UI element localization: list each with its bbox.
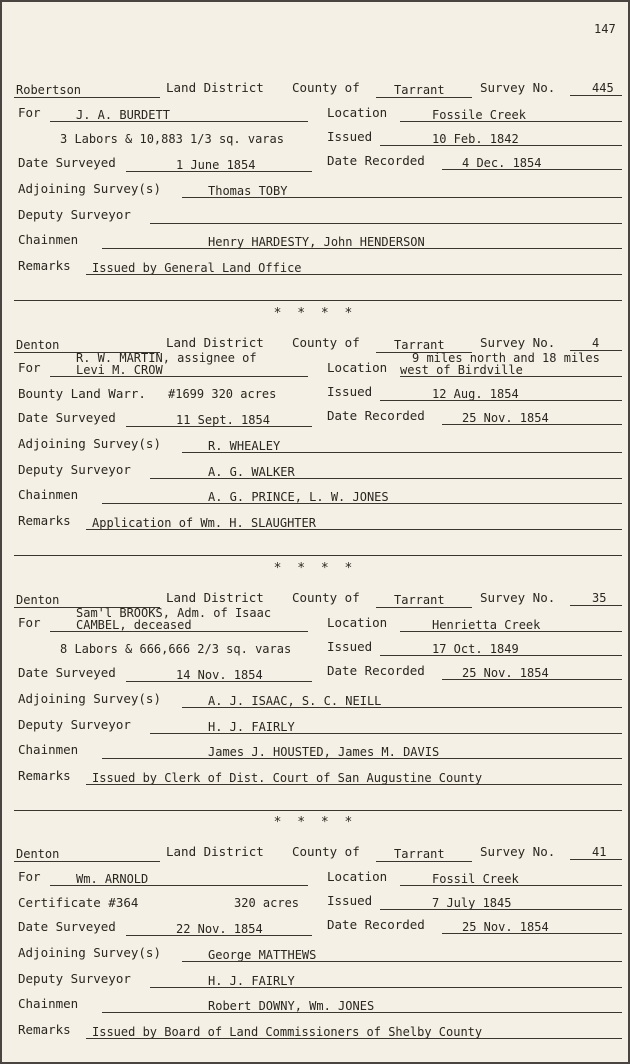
date-recorded-value: 25 Nov. 1854 <box>462 411 549 425</box>
adjoining-label: Adjoining Survey(s) <box>18 945 161 960</box>
county-value: Tarrant <box>394 847 445 861</box>
location-value: Fossile Creek <box>432 108 526 122</box>
district-value: Robertson <box>16 83 82 97</box>
deputy-surveyor-value: H. J. FAIRLY <box>208 720 295 734</box>
deputy-surveyor-value: H. J. FAIRLY <box>208 974 295 988</box>
remarks-value: Issued by Clerk of Dist. Court of San Augustine County <box>92 771 483 785</box>
adjoining-value: R. WHEALEY <box>208 439 281 453</box>
chainmen-label: Chainmen <box>18 232 79 247</box>
district-value: Denton <box>16 338 60 352</box>
deputy-surveyor-value: A. G. WALKER <box>208 465 295 479</box>
chainmen-value: A. G. PRINCE, L. W. JONES <box>208 490 389 504</box>
county-value: Tarrant <box>394 593 445 607</box>
issued-label: Issued <box>327 893 373 908</box>
land-district-label: Land District <box>166 844 264 859</box>
record-separator: * * * * <box>273 561 357 576</box>
deputy-surveyor-label: Deputy Surveyor <box>18 207 131 222</box>
issued-value: 10 Feb. 1842 <box>432 132 519 146</box>
date-surveyed-label: Date Surveyed <box>18 155 116 170</box>
date-recorded-label: Date Recorded <box>327 917 425 932</box>
chainmen-value: Robert DOWNY, Wm. JONES <box>208 999 375 1013</box>
county-of-label: County of <box>292 80 360 95</box>
for-value: Levi M. CROW <box>76 363 163 377</box>
chainmen-value: Henry HARDESTY, John HENDERSON <box>208 235 425 249</box>
survey-no-label: Survey No. <box>480 335 556 350</box>
deputy-surveyor-label: Deputy Surveyor <box>18 971 131 986</box>
date-recorded-value: 25 Nov. 1854 <box>462 920 549 934</box>
location-label: Location <box>327 105 388 120</box>
land-district-label: Land District <box>166 335 264 350</box>
for-label: For <box>18 105 41 120</box>
page-number: 147 <box>594 22 616 36</box>
survey-no-label: Survey No. <box>480 844 556 859</box>
remarks-value: Application of Wm. H. SLAUGHTER <box>92 516 316 530</box>
location-label: Location <box>327 360 388 375</box>
survey-no-value: 445 <box>592 81 614 95</box>
survey-record <box>2 586 628 816</box>
district-value: Denton <box>16 593 60 607</box>
location-label: Location <box>327 869 388 884</box>
county-value: Tarrant <box>394 83 445 97</box>
for-label: For <box>18 360 41 375</box>
date-recorded-value: 25 Nov. 1854 <box>462 666 549 680</box>
survey-no-value: 41 <box>592 845 607 859</box>
chainmen-label: Chainmen <box>18 996 79 1011</box>
for-label: For <box>18 615 41 630</box>
grant-value: #1699 320 acres <box>168 387 277 401</box>
date-recorded-label: Date Recorded <box>327 153 425 168</box>
location-above-value: 9 miles north and 18 miles <box>412 351 600 365</box>
chainmen-label: Chainmen <box>18 742 79 757</box>
remarks-label: Remarks <box>18 513 71 528</box>
adjoining-label: Adjoining Survey(s) <box>18 436 161 451</box>
remarks-label: Remarks <box>18 258 71 273</box>
adjoining-label: Adjoining Survey(s) <box>18 181 161 196</box>
date-surveyed-label: Date Surveyed <box>18 410 116 425</box>
deputy-surveyor-label: Deputy Surveyor <box>18 462 131 477</box>
county-of-label: County of <box>292 335 360 350</box>
record-separator: * * * * <box>273 815 357 830</box>
chainmen-label: Chainmen <box>18 487 79 502</box>
date-surveyed-value: 1 June 1854 <box>176 158 256 172</box>
county-of-label: County of <box>292 844 360 859</box>
for-value: J. A. BURDETT <box>76 108 170 122</box>
survey-no-label: Survey No. <box>480 80 556 95</box>
survey-no-value: 4 <box>592 336 600 350</box>
grant-label: Certificate #364 <box>18 895 139 910</box>
remarks-value: Issued by Board of Land Commissioners of Shelby County <box>92 1025 483 1039</box>
remarks-label: Remarks <box>18 768 71 783</box>
date-surveyed-value: 22 Nov. 1854 <box>176 922 263 936</box>
date-recorded-label: Date Recorded <box>327 663 425 678</box>
date-surveyed-label: Date Surveyed <box>18 919 116 934</box>
chainmen-value: James J. HOUSTED, James M. DAVIS <box>208 745 440 759</box>
location-value: Fossil Creek <box>432 872 519 886</box>
grant-value: 3 Labors & 10,883 1/3 sq. varas <box>60 132 284 146</box>
for-value: CAMBEL, deceased <box>76 618 192 632</box>
date-surveyed-value: 14 Nov. 1854 <box>176 668 263 682</box>
issued-label: Issued <box>327 384 373 399</box>
location-value: Henrietta Creek <box>432 618 541 632</box>
record-separator: * * * * <box>273 306 357 321</box>
grant-value: 8 Labors & 666,666 2/3 sq. varas <box>60 642 292 656</box>
remarks-value: Issued by General Land Office <box>92 261 302 275</box>
survey-record <box>2 331 628 561</box>
county-of-label: County of <box>292 590 360 605</box>
survey-record <box>2 840 628 1064</box>
county-value: Tarrant <box>394 338 445 352</box>
adjoining-value: George MATTHEWS <box>208 948 317 962</box>
survey-record <box>2 76 628 306</box>
land-district-label: Land District <box>166 590 264 605</box>
date-surveyed-label: Date Surveyed <box>18 665 116 680</box>
issued-label: Issued <box>327 639 373 654</box>
survey-no-value: 35 <box>592 591 607 605</box>
district-value: Denton <box>16 847 60 861</box>
deputy-surveyor-label: Deputy Surveyor <box>18 717 131 732</box>
remarks-label: Remarks <box>18 1022 71 1037</box>
land-district-label: Land District <box>166 80 264 95</box>
grant-value: 320 acres <box>234 896 300 910</box>
issued-value: 7 July 1845 <box>432 896 512 910</box>
date-surveyed-value: 11 Sept. 1854 <box>176 413 270 427</box>
date-recorded-label: Date Recorded <box>327 408 425 423</box>
adjoining-label: Adjoining Survey(s) <box>18 691 161 706</box>
adjoining-value: Thomas TOBY <box>208 184 288 198</box>
issued-value: 12 Aug. 1854 <box>432 387 519 401</box>
for-value: Wm. ARNOLD <box>76 872 149 886</box>
location-label: Location <box>327 615 388 630</box>
for-above-value: R. W. MARTIN, assignee of <box>76 351 257 365</box>
issued-label: Issued <box>327 129 373 144</box>
grant-label: Bounty Land Warr. <box>18 386 146 401</box>
issued-value: 17 Oct. 1849 <box>432 642 519 656</box>
for-label: For <box>18 869 41 884</box>
survey-no-label: Survey No. <box>480 590 556 605</box>
date-recorded-value: 4 Dec. 1854 <box>462 156 542 170</box>
for-above-value: Sam'l BROOKS, Adm. of Isaac <box>76 606 272 620</box>
location-value: west of Birdville <box>400 363 523 377</box>
adjoining-value: A. J. ISAAC, S. C. NEILL <box>208 694 382 708</box>
